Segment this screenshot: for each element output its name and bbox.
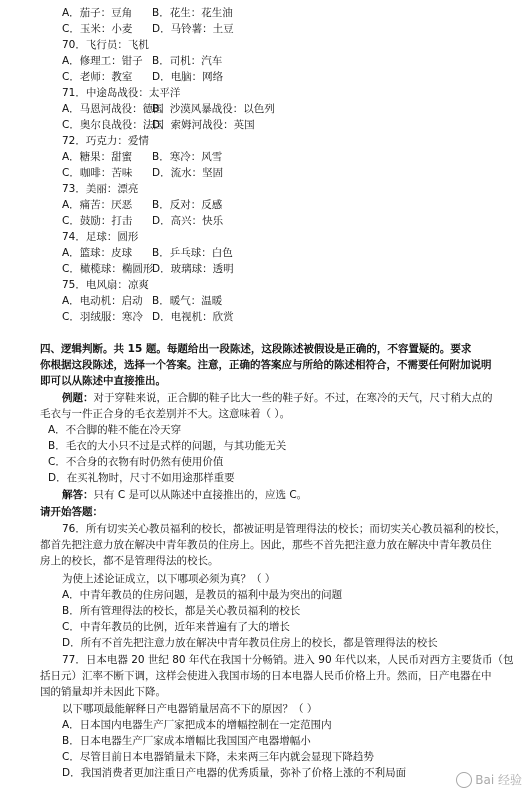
q69-option-b: B．花生：花生油 [152, 7, 233, 19]
q76-prompt: 为使上述论证成立，以下哪项必须为真？（ ） [62, 573, 276, 585]
q71-stem: 71．中途岛战役：太平洋 [62, 87, 181, 99]
example-option-d: D．在买礼物时，尺寸不如用途那样重要 [48, 472, 235, 484]
q69-option-c: C．玉米：小麦 [62, 23, 133, 35]
q71-option-b: B．沙漠风暴战役：以色列 [152, 103, 275, 115]
example-block [62, 391, 493, 405]
watermark-text: Bai 经验 [475, 772, 522, 787]
q77-option-a: A．日本国内电器生产厂家把成本的增幅控制在一定范围内 [62, 719, 332, 731]
q71-option-c: C．奥尔良战役：法国 [62, 119, 164, 131]
q70-stem: 70．飞行员：飞机 [62, 39, 149, 51]
example-line1: 对于穿鞋来说，正合脚的鞋子比大一些的鞋子好。不过，在寒冷的天气，尺寸稍大点的 [93, 392, 493, 404]
section4-heading-line1: 四、逻辑判断。共 15 题。每题给出一段陈述，这段陈述被假设是正确的，不容置疑的。要求 [40, 343, 472, 355]
q70-option-b: B．司机：汽车 [152, 55, 223, 67]
q69-option-a: A．茄子：豆角 [62, 7, 133, 19]
answer-text: 只有 C 是可以从陈述中直接推出的，应选 C。 [93, 489, 308, 501]
watermark-paw-icon [456, 772, 472, 788]
q69-option-d: D．马铃薯：土豆 [152, 23, 234, 35]
q71-option-a: A．马恩河战役：德国 [62, 103, 164, 115]
q77-line2: 括日元）汇率不断下调，这样会使进入我国市场的日本电器人民币价格上升。然而，日产电器在中 [40, 670, 492, 682]
q76-option-d: D．所有不首先把注意力放在解决中青年教员住房上的校长，都是管理得法的校长 [62, 637, 438, 649]
section4-heading-line2: 你根据这段陈述，选择一个答案。注意，正确的答案应与所给的陈述相符合，不需要任何附加说明 [40, 359, 492, 371]
q75-option-b: B．暖气：温暖 [152, 295, 223, 307]
q72-option-d: D．流水：坚固 [152, 167, 224, 179]
q76-line1: 76．所有切实关心教员福利的校长，都被证明是管理得法的校长；而切实关心教员福利的校长， [62, 523, 506, 535]
q72-stem: 72．巧克力：爱情 [62, 135, 149, 147]
q76-line3: 房上的校长，都不是管理得法的校长。 [40, 555, 219, 567]
section4-heading-line3: 即可以从陈述中直接推出。 [40, 375, 166, 387]
q74-stem: 74．足球：圆形 [62, 231, 139, 243]
example-label: 例题： [62, 392, 94, 404]
q77-option-b: B．日本电器生产厂家成本增幅比我国国产电器增幅小 [62, 735, 311, 747]
q75-stem: 75．电风扇：凉爽 [62, 279, 149, 291]
q75-option-a: A．电动机：启动 [62, 295, 143, 307]
q72-option-b: B．寒冷：风雪 [152, 151, 223, 163]
watermark [456, 771, 522, 789]
q72-option-a: A．糖果：甜蜜 [62, 151, 133, 163]
q75-option-c: C．羽绒服：寒冷 [62, 311, 143, 323]
example-option-c: C．不合身的衣物有时仍然有使用价值 [48, 456, 224, 468]
q77-option-d: D．我国消费者更加注重日产电器的优秀质量，弥补了价格上涨的不利局面 [62, 767, 407, 779]
q72-option-c: C．咖啡：苦味 [62, 167, 133, 179]
q77-line1: 77．日本电器 20 世纪 80 年代在我国十分畅销。进入 90 年代以来，人民币对西方主要货币（包 [62, 654, 514, 666]
q71-option-d: D．索姆河战役：英国 [152, 119, 255, 131]
q74-option-d: D．玻璃球：透明 [152, 263, 234, 275]
q73-option-a: A．痛苦：厌恶 [62, 199, 133, 211]
answer-block [62, 488, 307, 502]
q73-option-d: D．高兴：快乐 [152, 215, 224, 227]
q76-option-c: C．中青年教员的比例，近年来普遍有了大的增长 [62, 621, 290, 633]
q77-prompt: 以下哪项最能解释日产电器销量居高不下的原因？（ ） [62, 703, 318, 715]
q70-option-d: D．电脑：网络 [152, 71, 224, 83]
q74-option-b: B．乒乓球：白色 [152, 247, 233, 259]
q77-option-c: C．尽管目前日本电器销量未下降，未来两三年内就会显现下降趋势 [62, 751, 374, 763]
q76-option-a: A．中青年教员的住房问题，是教员的福利中最为突出的问题 [62, 589, 343, 601]
start-answering: 请开始答题： [40, 506, 103, 518]
example-option-a: A．不合脚的鞋不能在冷天穿 [48, 424, 182, 436]
q77-line3: 国的销量却并未因此下降。 [40, 686, 166, 698]
q74-option-a: A．篮球：皮球 [62, 247, 133, 259]
example-line2: 毛衣与一件正合身的毛衣差别并不大。这意味着（ ）。 [40, 408, 291, 420]
q70-option-a: A．修理工：钳子 [62, 55, 143, 67]
q73-option-c: C．鼓励：打击 [62, 215, 133, 227]
q70-option-c: C．老师：教室 [62, 71, 133, 83]
q73-option-b: B．反对：反感 [152, 199, 223, 211]
q76-option-b: B．所有管理得法的校长，都是关心教员福利的校长 [62, 605, 301, 617]
q73-stem: 73．美丽：漂亮 [62, 183, 139, 195]
example-option-b: B．毛衣的大小只不过是式样的问题，与其功能无关 [48, 440, 287, 452]
q74-option-c: C．橄榄球：椭圆形 [62, 263, 154, 275]
answer-label: 解答： [62, 489, 94, 501]
q76-line2: 都首先把注意力放在解决中青年教员的住房上。因此，那些不首先把注意力放在解决中青年教员住 [40, 539, 492, 551]
q75-option-d: D．电视机：欣赏 [152, 311, 234, 323]
